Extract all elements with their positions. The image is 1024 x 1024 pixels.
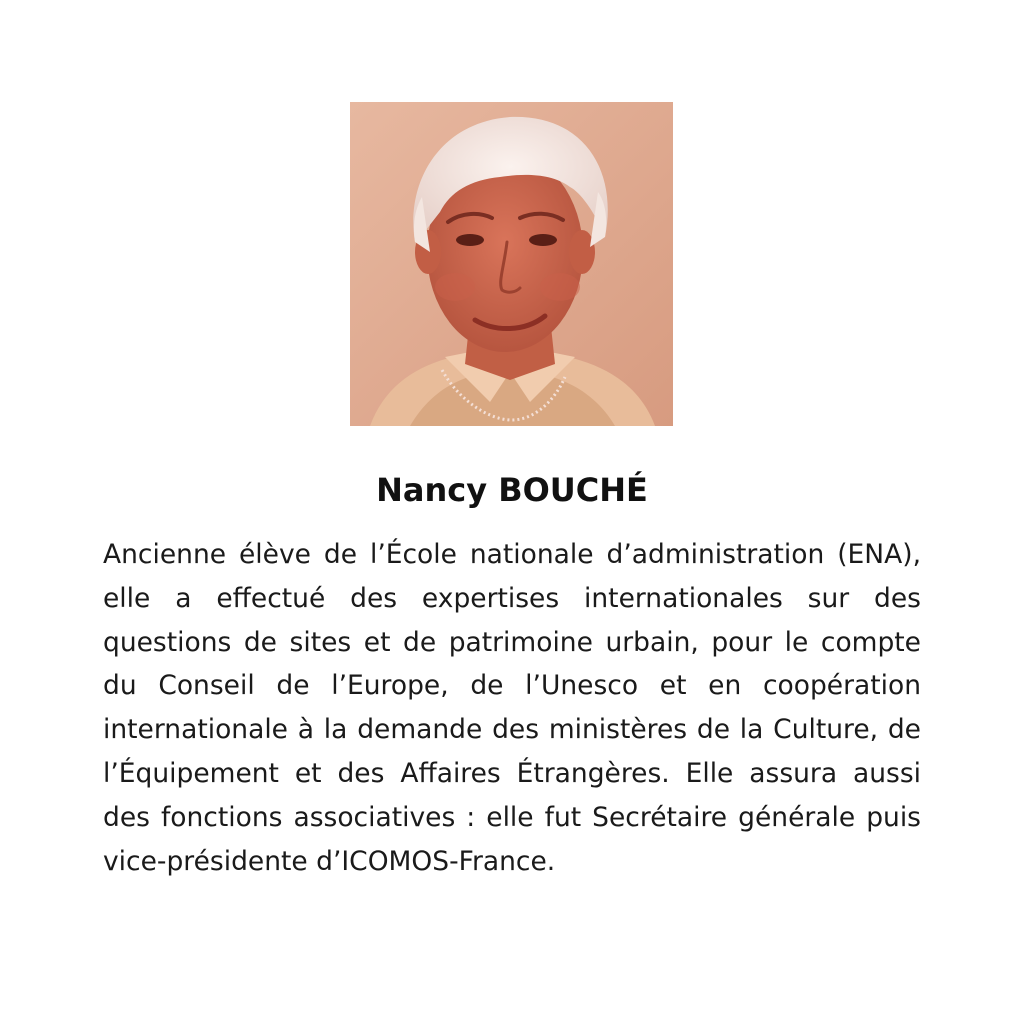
portrait-photo — [350, 102, 673, 426]
portrait-illustration — [350, 102, 673, 426]
person-name: Nancy BOUCHÉ — [376, 471, 648, 509]
biography-text: Ancienne élève de l’École nationale d’administration (ENA), elle a effectué des expertises internationales sur des questions de sites et de patrimoine urbain, pour le compte du Conseil de l’Europe, de l’Unesco et en coopération internationale à la demande des ministères de la Culture, de l’Équipement et des Affaires Étrangères. Elle assura aussi des fonctions associatives : elle fut Secrétaire générale puis vice-présidente d’ICOMOS-France. — [103, 539, 921, 877]
